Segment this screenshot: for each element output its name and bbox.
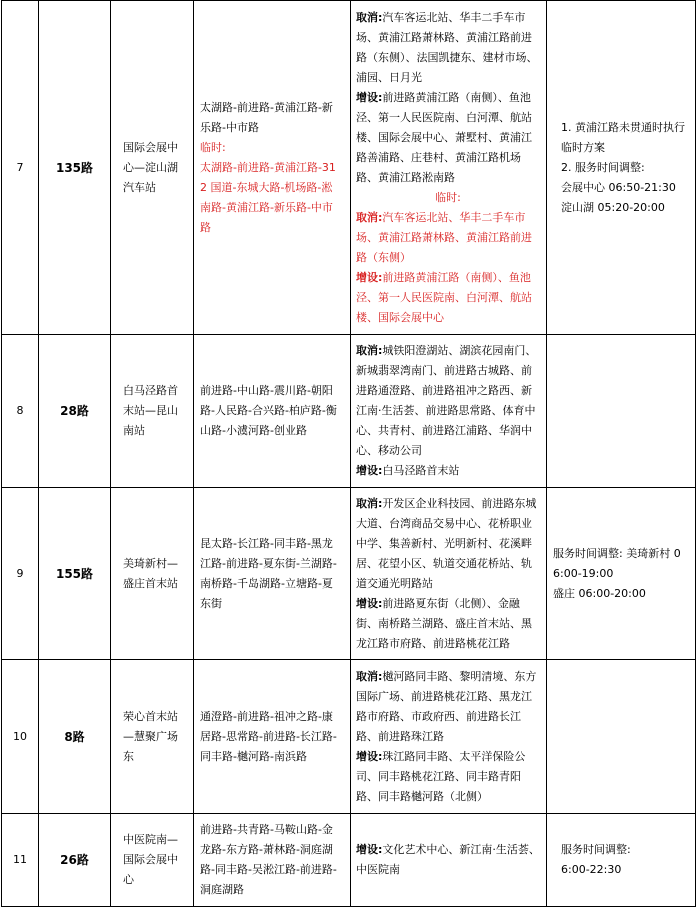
route-text: 通澄路-前进路-祖冲之路-康居路-思常路-前进路-长江路-同丰路-樾河路-南浜路	[194, 660, 351, 814]
route-temp-text: 太湖路-前进路-黄浦江路-312 国道-东城大路-机场路-淞南路-黄浦江路-新乐路-中市路	[200, 160, 336, 234]
cancel-stops: 城铁阳澄湖站、湖滨花园南门、新城翡翠湾南门、前进路古城路、前进路通澄路、前进路祖冲之路西、新江南·生活荟、前进路思常路、体育中心、共青村、前进路江浦路、华润中心、移动公司	[356, 344, 537, 457]
table-row	[2, 1, 696, 335]
stop-changes-cell	[351, 335, 547, 488]
terminals: 荣心首末站—慧聚广场东	[111, 660, 194, 814]
add-stops: 珠江路同丰路、太平洋保险公司、同丰路桃花江路、同丰路青阳路、同丰路樾河路（北侧）	[356, 749, 526, 803]
table-row	[2, 335, 696, 488]
row-number: 7	[2, 1, 39, 335]
row-number: 11	[2, 814, 39, 907]
add-stops: 前进路夏东街（北侧）、金融街、南桥路兰湖路、盛庄首末站、黑龙江路市府路、前进路桃花江路	[356, 596, 532, 650]
add-label: 增设:	[356, 464, 383, 477]
notes-cell	[547, 814, 696, 907]
add-stops: 白马泾路首末站	[382, 464, 460, 477]
table-row	[2, 488, 696, 660]
stop-changes-cell	[351, 488, 547, 660]
stop-changes-cell	[351, 1, 547, 335]
add-label: 增设:	[356, 596, 383, 610]
terminals: 美琦新村—盛庄首末站	[111, 488, 194, 660]
table-row	[2, 814, 696, 907]
notes-cell	[547, 335, 696, 488]
note-line: 6:00-22:30	[561, 863, 622, 876]
add-label: 增设:	[356, 843, 383, 856]
terminals: 白马泾路首末站—昆山南站	[111, 335, 194, 488]
note-line: 盛庄 06:00-20:00	[553, 586, 646, 600]
route-text: 前进路-共青路-马鞍山路-金龙路-东方路-萧林路-洞庭湖路-同丰路-吴淞江路-前进路-洞庭湖路	[194, 814, 351, 907]
notes-cell	[547, 1, 696, 335]
terminals: 国际会展中心—淀山湖汽车站	[111, 1, 194, 335]
row-number: 8	[2, 335, 39, 488]
route-temp-label: 临时:	[200, 140, 226, 154]
stop-changes-cell	[351, 814, 547, 907]
add-stops: 文化艺术中心、新江南·生活荟、中医院南	[356, 843, 540, 876]
temp-cancel-stops: 汽车客运北站、华丰二手车市场、黄浦江路萧林路、黄浦江路前进路（东侧）	[356, 210, 532, 264]
line-name: 28路	[39, 335, 111, 488]
terminals: 中医院南—国际会展中心	[111, 814, 194, 907]
cancel-stops: 汽车客运北站、华丰二手车市场、黄浦江路萧林路、黄浦江路前进路（东侧）、法国凯捷东、建材市场、浦园、日月光	[356, 10, 538, 84]
add-stops: 前进路黄浦江路（南侧）、鱼池泾、第一人民医院南、白河潭、航站楼、国际会展中心、萧墅村、黄浦江路善浦路、庄巷村、黄浦江路机场路、黄浦江路淞南路	[356, 90, 532, 184]
cancel-label: 取消:	[356, 10, 383, 24]
row-number: 9	[2, 488, 39, 660]
note-line: 1. 黄浦江路未贯通时执行临时方案	[561, 120, 685, 154]
route-cell	[194, 1, 351, 335]
cancel-label: 取消:	[356, 496, 383, 510]
line-name: 135路	[39, 1, 111, 335]
note-line: 服务时间调整:	[561, 843, 631, 856]
note-line: 会展中心 06:50-21:30	[561, 180, 676, 194]
route-text: 昆太路-长江路-同丰路-黑龙江路-前进路-夏东街-兰湖路-南桥路-千岛湖路-立塘路-夏东街	[194, 488, 351, 660]
note-line: 淀山湖 05:20-20:00	[561, 200, 665, 214]
route-adjustment-table	[1, 0, 696, 907]
stop-changes-cell	[351, 660, 547, 814]
table-row	[2, 660, 696, 814]
temp-cancel-label: 取消:	[356, 210, 383, 224]
cancel-stops: 开发区企业科技园、前进路东城大道、台湾商品交易中心、花桥职业中学、集善新村、光明新村、花溪畔居、花望小区、轨道交通花桥站、轨道交通光明路站	[356, 496, 537, 590]
temp-label: 临时:	[435, 190, 461, 204]
route-text: 太湖路-前进路-黄浦江路-新乐路-中市路	[200, 100, 333, 134]
cancel-label: 取消:	[356, 344, 383, 357]
add-label: 增设:	[356, 90, 383, 104]
row-number: 10	[2, 660, 39, 814]
cancel-label: 取消:	[356, 669, 383, 683]
cancel-stops: 樾河路同丰路、黎明清境、东方国际广场、前进路桃花江路、黑龙江路市府路、市政府西、前进路长江路、前进路珠江路	[356, 669, 537, 743]
line-name: 155路	[39, 488, 111, 660]
line-name: 8路	[39, 660, 111, 814]
notes-cell	[547, 660, 696, 814]
add-label: 增设:	[356, 749, 383, 763]
temp-add-stops: 前进路黄浦江路（南侧）、鱼池泾、第一人民医院南、白河潭、航站楼、国际会展中心	[356, 270, 532, 324]
notes-cell	[547, 488, 696, 660]
line-name: 26路	[39, 814, 111, 907]
note-line: 2. 服务时间调整:	[561, 160, 645, 174]
temp-add-label: 增设:	[356, 270, 383, 284]
route-text: 前进路-中山路-震川路-朝阳路-人民路-合兴路-柏庐路-衡山路-小澞河路-创业路	[194, 335, 351, 488]
note-line: 服务时间调整: 美琦新村 06:00-19:00	[553, 546, 681, 580]
